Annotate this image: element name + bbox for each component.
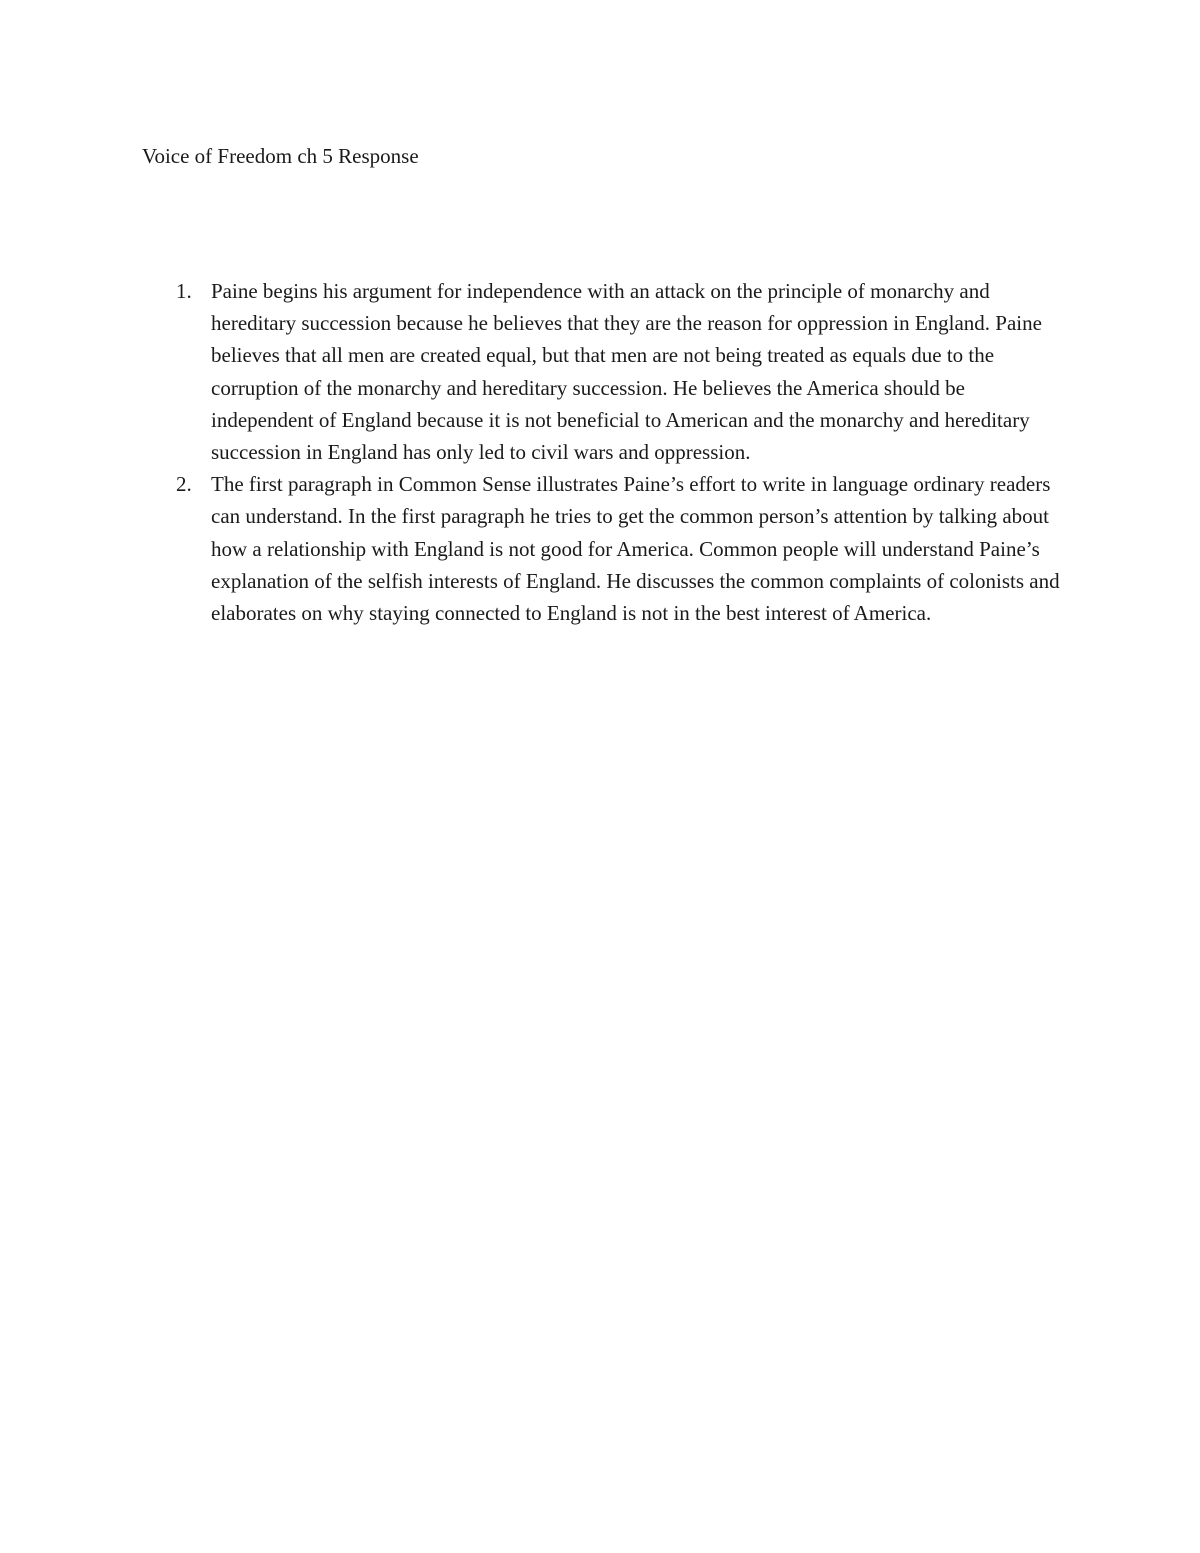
document-title: Voice of Freedom ch 5 Response: [142, 144, 419, 168]
answer-number-2: 2.: [176, 472, 192, 497]
answer-number-1: 1.: [176, 279, 192, 303]
answer-item-2: [142, 468, 1062, 629]
answer-text-2: The first paragraph in Common Sense illustrates Paine’s effort to write in language ordinary readers can understand. In the first paragraph he tries to get the common person’s attention by talking about how a relationship with England is not good for America. Common people will understand Paine’s explanation of the selfish interests of England. He discusses the common complaints of colonists and elaborates on why staying connected to England is not in the best interest of America.: [211, 472, 1060, 626]
answer-item-1: [142, 275, 1062, 468]
answer-text-1: Paine begins his argument for independence with an attack on the principle of monarchy and hereditary succession because he believes that they are the reason for oppression in England. Paine believes that all men are created equal, but that men are not being treated as equals due to the corruption of the monarchy and hereditary succession. He believes the America should be independent of England because it is not beneficial to American and the monarchy and hereditary succession in England has only led to civil wars and oppression.: [211, 279, 1042, 465]
answer-list: [142, 275, 1062, 629]
